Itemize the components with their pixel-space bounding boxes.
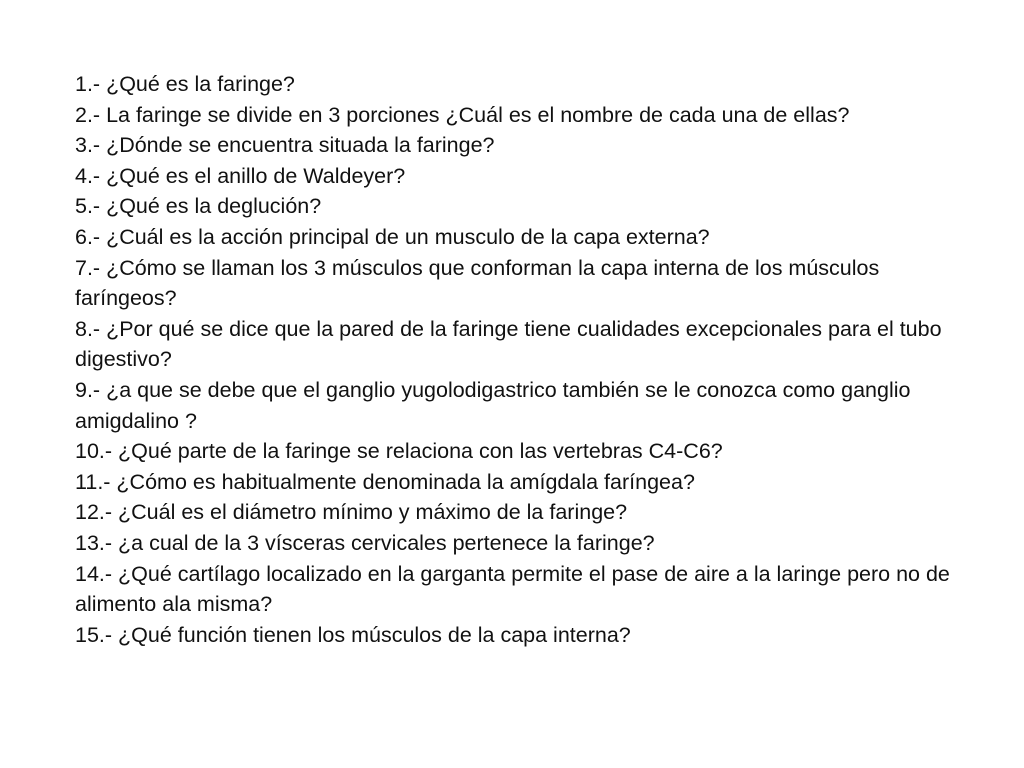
question-item: 12.- ¿Cuál es el diámetro mínimo y máximo de la faringe? — [75, 500, 628, 525]
question-item: 14.- ¿Qué cartílago localizado en la garganta permite el pase de aire a la laringe pero no de alimento ala misma? — [75, 561, 950, 617]
question-item: 4.- ¿Qué es el anillo de Waldeyer? — [75, 163, 406, 188]
question-item: 6.- ¿Cuál es la acción principal de un musculo de la capa externa? — [75, 224, 710, 249]
question-item: 5.- ¿Qué es la deglución? — [75, 194, 322, 219]
question-item: 10.- ¿Qué parte de la faringe se relaciona con las vertebras C4-C6? — [75, 439, 723, 464]
question-item: 13.- ¿a cual de la 3 vísceras cervicales pertenece la faringe? — [75, 530, 655, 555]
question-list — [75, 69, 955, 650]
question-item: 15.- ¿Qué función tienen los músculos de la capa interna? — [75, 622, 631, 647]
question-item: 11.- ¿Cómo es habitualmente denominada la amígdala faríngea? — [75, 469, 695, 494]
question-item: 9.- ¿a que se debe que el ganglio yugolodigastrico también se le conozca como ganglio amigdalino ? — [75, 377, 911, 433]
question-item: 7.- ¿Cómo se llaman los 3 músculos que conforman la capa interna de los músculos faríngeos? — [75, 255, 880, 311]
question-item: 8.- ¿Por qué se dice que la pared de la faringe tiene cualidades excepcionales para el tubo digestivo? — [75, 316, 942, 372]
question-item: 1.- ¿Qué es la faringe? — [75, 72, 295, 96]
question-item: 3.- ¿Dónde se encuentra situada la faringe? — [75, 133, 495, 158]
question-item: 2.- La faringe se divide en 3 porciones ¿Cuál es el nombre de cada una de ellas? — [75, 102, 850, 127]
